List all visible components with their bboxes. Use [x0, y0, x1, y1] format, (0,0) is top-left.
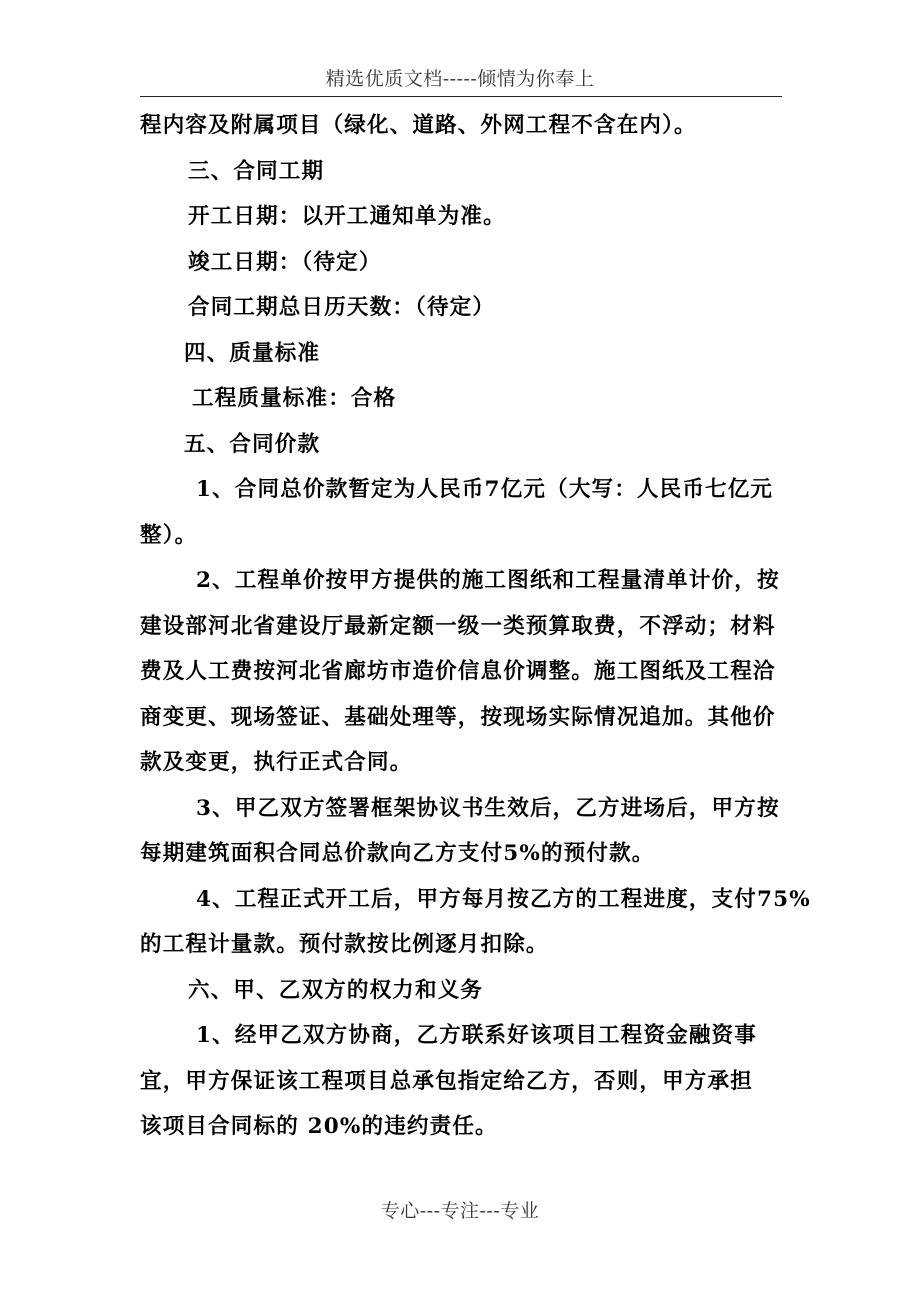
paragraph-line: 宜，甲方保证该工程项目总承包指定给乙方，否则，甲方承担 [140, 1068, 753, 1094]
page-header: 精选优质文档-----倾情为你奉上 [325, 68, 595, 90]
paragraph-line: 款及变更，执行正式合同。 [140, 750, 413, 775]
paragraph-line: 六、甲、乙双方的权力和义务 [188, 977, 484, 1003]
paragraph-line: 费及人工费按河北省廊坊市造价信息价调整。施工图纸及工程洽 [140, 659, 776, 684]
paragraph-line: 1、经甲乙双方协商，乙方联系好该项目工程资金融资事 [196, 1023, 757, 1048]
paragraph-line: 4、工程正式开工后，甲方每月按乙方的工程进度，支付75% [196, 886, 811, 912]
paragraph-line: 整）。 [140, 522, 198, 548]
paragraph-line: 开工日期：以开工通知单为准。 [188, 204, 506, 229]
paragraph-line: 三、合同工期 [188, 158, 325, 184]
paragraph-line: 3、甲乙双方签署框架协议书生效后，乙方进场后，甲方按 [196, 795, 780, 821]
paragraph-line: 合同工期总日历天数：（待定） [188, 295, 496, 320]
header-divider [140, 96, 782, 97]
paragraph-line: 2、工程单价按甲方提供的施工图纸和工程量清单计价，按 [196, 568, 780, 593]
paragraph-line: 每期建筑面积合同总价款向乙方支付5%的预付款。 [140, 841, 655, 866]
paragraph-line: 工程质量标准：合格 [192, 386, 397, 411]
page-footer: 专心---专注---专业 [380, 1200, 540, 1222]
paragraph-line: 商变更、现场签证、基础处理等，按现场实际情况追加。其他价 [140, 704, 776, 730]
paragraph-line: 1、合同总价款暂定为人民币7亿元（大写：人民币七亿元 [196, 477, 774, 502]
paragraph-line: 五、合同价款 [184, 431, 321, 457]
document-body [140, 103, 811, 1150]
paragraph-line: 建设部河北省建设厅最新定额一级一类预算取费，不浮动；材料 [140, 613, 776, 639]
paragraph-line: 程内容及附属项目（绿化、道路、外网工程不含在内）。 [140, 113, 697, 138]
paragraph-line: 该项目合同标的 20%的违约责任。 [140, 1114, 498, 1139]
paragraph-line: 的工程计量款。预付款按比例逐月扣除。 [140, 932, 549, 957]
paragraph-line: 竣工日期：（待定） [188, 249, 382, 275]
paragraph-line: 四、质量标准 [184, 340, 321, 366]
